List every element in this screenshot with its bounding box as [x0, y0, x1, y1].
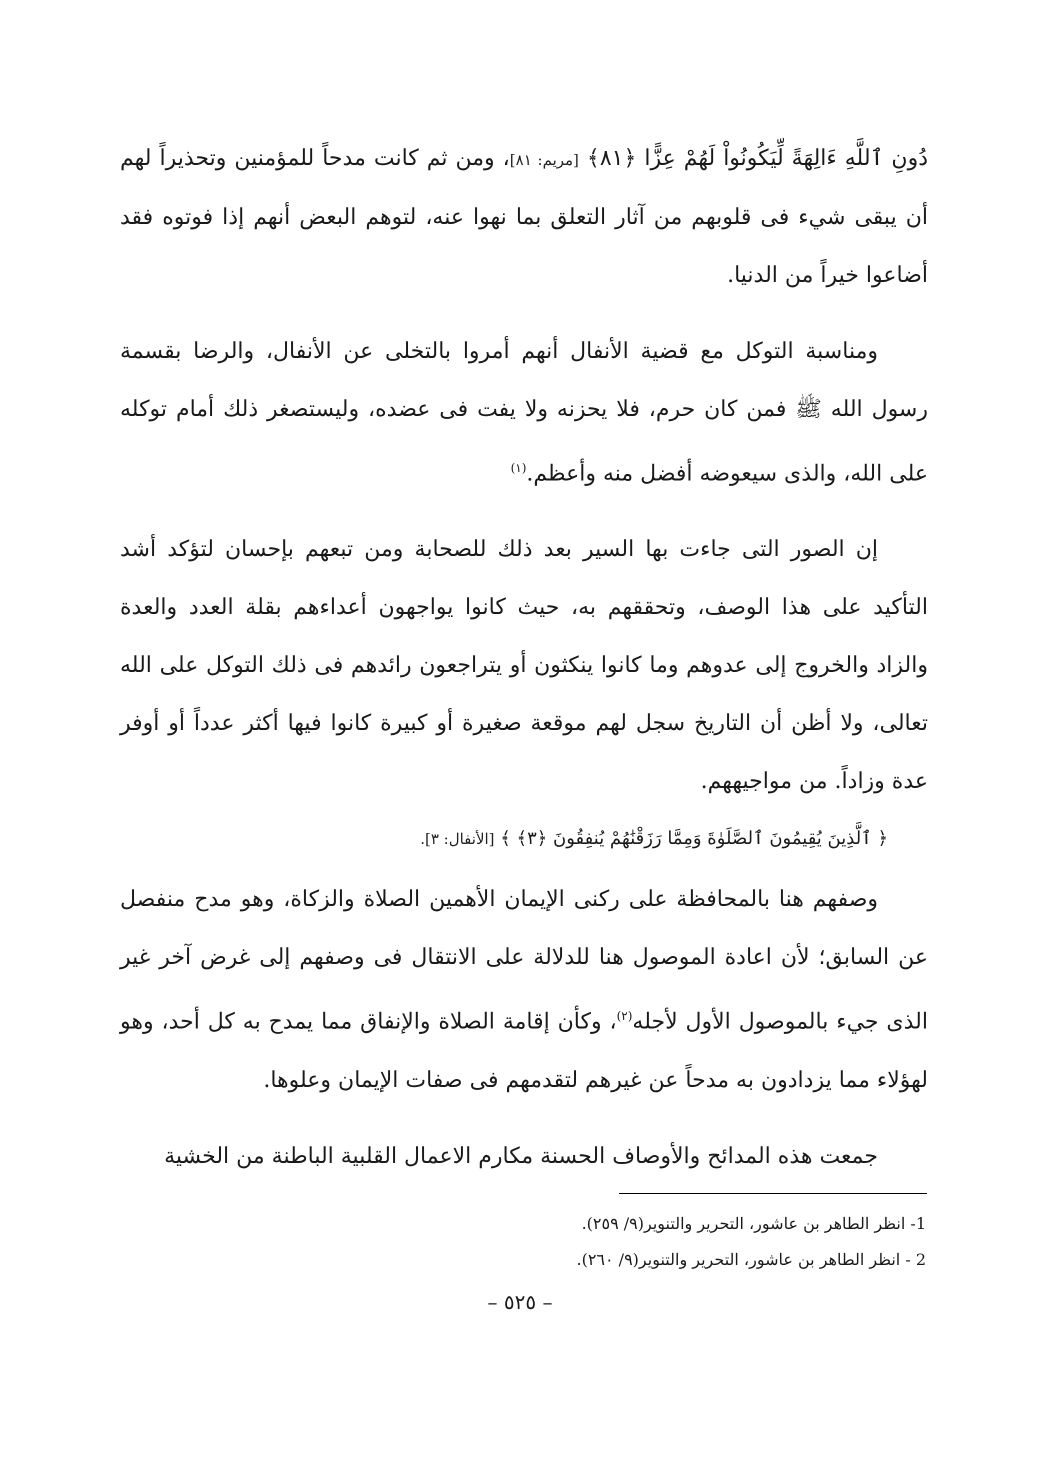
paragraph-3: [120, 521, 928, 811]
quran-verse-block: [120, 817, 928, 861]
quran-verse-inline: دُونِ ٱللَّهِ ءَالِهَةً لِّيَكُونُواْ لَهُمْ عِزًّا ﴿٨١﴾: [586, 146, 928, 171]
footnote-marker-1[interactable]: (١): [510, 461, 527, 475]
verse-block-reference: [الأنفال: ٣].: [420, 830, 495, 849]
paragraph-3-text: إن الصور التى جاءت بها السير بعد ذلك للصحابة ومن تبعهم بإحسان لتؤكد أشد التأكيد على هذا الوصف، وتحققهم به، حيث كانوا يواجهون أعداءهم بقلة العدد والعدة والزاد والخروج إلى عدوهم وما كانوا ينكثون أو يتراجعون رائدهم فى ذلك التوكل على الله تعالى، ولا أظن أن التاريخ سجل لهم موقعة صغيرة أو كبيرة كانوا فيها أكثر عدداً أو أوفر عدة وزاداً. من مواجيههم.: [120, 537, 928, 795]
paragraph-4: [120, 871, 928, 1109]
paragraph-5: [120, 1128, 928, 1186]
paragraph-5-text: جمعت هذه المدائح والأوصاف الحسنة مكارم الاعمال القلبية الباطنة من الخشية: [164, 1143, 878, 1169]
paragraph-4-text-before: وصفهم هنا بالمحافظة على ركنى الإيمان الأهمين الصلاة والزكاة، وهو مدح منفصل عن السابق؛ لأن اعادة الموصول هنا للدلالة على الانتقال فى وصفهم إلى غرض آخر غير الذى جيء بالموصول الأول لأجله: [120, 887, 928, 1035]
paragraph-1: [120, 130, 928, 305]
paragraph-4-text-after: ، وكأن إقامة الصلاة والإنفاق مما يمدح به كل أحد، وهو لهؤلاء مما يزدادون به مدحاً عن غيرهم لتقدمهم فى صفات الإيمان وعلوها.: [120, 1009, 928, 1093]
paragraph-2-text: ومناسبة التوكل مع قضية الأنفال أنهم أمروا بالتخلى عن الأنفال، والرضا بقسمة رسول الله ﷺ فمن كان حرم، فلا يحزنه ولا يفت فى عضده، وليستصغر ذلك أمام توكله على الله، والذى سيعوضه أفضل منه وأعظم.: [120, 339, 928, 487]
footnote-1: 1- انظر الطاهر بن عاشور، التحرير والتنوير(٩/ ٢٥٩).: [581, 1214, 926, 1233]
quran-verse-text: ﴿ ٱلَّذِينَ يُقِيمُونَ ٱلصَّلَوٰةَ وَمِمَّا رَزَقْنَٰهُمْ يُنفِقُونَ ﴿٣﴾ ﴾: [500, 828, 888, 850]
page-body: [120, 130, 928, 1186]
verse-reference: [مريم: ٨١]: [509, 151, 579, 169]
footnote-marker-2[interactable]: (٢): [616, 1009, 633, 1024]
page-number: – ٥٢٥ –: [487, 1290, 553, 1314]
paragraph-2: [120, 323, 928, 503]
footnotes: [560, 1206, 926, 1278]
footnote-2: 2 - انظر الطاهر بن عاشور، التحرير والتنوير(٩/ ٢٦٠).: [576, 1250, 926, 1269]
paragraph-1-text: ، ومن ثم كانت مدحاً للمؤمنين وتحذيراً لهم أن يبقى شيء فى قلوبهم من آثار التعلق بما نهوا عنه، لتوهم البعض أنهم إذا فوتوه فقد أضاعوا خيراً من الدنيا.: [120, 146, 928, 288]
footnote-divider: [619, 1193, 927, 1194]
